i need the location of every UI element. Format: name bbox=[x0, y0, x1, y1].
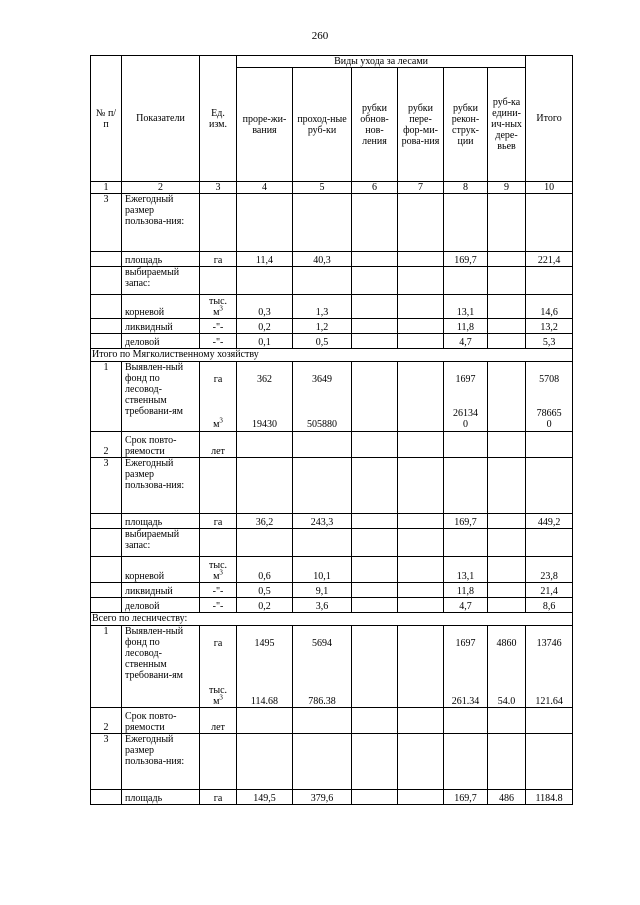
row-label: Срок повто-ряемости bbox=[122, 708, 200, 734]
value-cell: 169,7 bbox=[444, 514, 488, 529]
table-row bbox=[91, 362, 573, 432]
col-number: 10 bbox=[526, 182, 573, 194]
table-row bbox=[91, 252, 573, 267]
value-cell: 3,6 bbox=[293, 598, 352, 613]
value-cell: 11,8 bbox=[444, 319, 488, 334]
header-unit: Ед. изм. bbox=[200, 56, 237, 182]
table-row bbox=[91, 626, 573, 708]
value-line: 5694 bbox=[312, 638, 332, 649]
unit-superscript: 3 bbox=[219, 693, 223, 702]
unit-cell: лет bbox=[200, 432, 237, 458]
value-cell: 0,6 bbox=[237, 557, 293, 583]
unit-cell: лет bbox=[200, 708, 237, 734]
row-number: 2 bbox=[91, 708, 122, 734]
value-line: 19430 bbox=[252, 419, 277, 430]
unit-line: га bbox=[213, 374, 223, 385]
row-label: выбираемый запас: bbox=[122, 529, 200, 557]
value-cell: 1,3 bbox=[293, 295, 352, 319]
unit-superscript: 3 bbox=[219, 416, 223, 425]
value-line: 114.68 bbox=[250, 696, 279, 707]
value-cell: 11,8 bbox=[444, 583, 488, 598]
row-label: деловой bbox=[122, 334, 200, 349]
col-number: 6 bbox=[352, 182, 398, 194]
value-line: 3649 bbox=[312, 374, 332, 385]
section-title: Итого по Мягколиственному хозяйству bbox=[91, 349, 573, 362]
unit-cell bbox=[200, 362, 237, 432]
header-reconstruction-cutting: рубки рекон-струк-ции bbox=[444, 68, 488, 182]
row-label: площадь bbox=[122, 514, 200, 529]
table-row bbox=[91, 708, 573, 734]
table-row bbox=[91, 334, 573, 349]
unit-cell: га bbox=[200, 252, 237, 267]
unit-cell bbox=[200, 626, 237, 708]
header-row-top bbox=[91, 56, 573, 68]
row-label: площадь bbox=[122, 790, 200, 805]
value-cell bbox=[293, 626, 352, 708]
value-line: 121.64 bbox=[535, 696, 563, 707]
value-line: 1697 bbox=[455, 638, 476, 649]
value-cell: 13,2 bbox=[526, 319, 573, 334]
value-cell: 0,2 bbox=[237, 319, 293, 334]
value-cell: 9,1 bbox=[293, 583, 352, 598]
value-line: 362 bbox=[257, 374, 272, 385]
col-number: 8 bbox=[444, 182, 488, 194]
row-number: 1 bbox=[91, 362, 122, 432]
table-row bbox=[91, 514, 573, 529]
table-row bbox=[91, 598, 573, 613]
row-label: Выявлен-ный фонд по лесовод-ственным требовани-ям bbox=[122, 362, 200, 432]
value-cell bbox=[526, 626, 573, 708]
unit-text: м bbox=[213, 696, 220, 707]
value-line: 1697 bbox=[455, 374, 476, 385]
value-cell: 21,4 bbox=[526, 583, 573, 598]
value-cell: 379,6 bbox=[293, 790, 352, 805]
value-cell bbox=[444, 626, 488, 708]
value-cell: 1184.8 bbox=[526, 790, 573, 805]
table-row bbox=[91, 319, 573, 334]
header-single-tree-cutting: руб-ка едини-ич-ных дере-вьев bbox=[488, 68, 526, 182]
row-label: Ежегодный размер пользова-ния: bbox=[122, 194, 200, 252]
value-cell: 36,2 bbox=[237, 514, 293, 529]
unit-cell: -"- bbox=[200, 319, 237, 334]
value-cell: 13,1 bbox=[444, 295, 488, 319]
unit-cell: -"- bbox=[200, 598, 237, 613]
row-number: 1 bbox=[91, 626, 122, 708]
table-row bbox=[91, 432, 573, 458]
value-cell bbox=[488, 626, 526, 708]
value-line: 505880 bbox=[307, 419, 337, 430]
unit-cell: -"- bbox=[200, 334, 237, 349]
value-cell bbox=[293, 362, 352, 432]
value-line: 4860 bbox=[496, 638, 517, 649]
row-label: Выявлен-ный фонд по лесовод-ственным требовани-ям bbox=[122, 626, 200, 708]
unit-line: тыс. bbox=[208, 685, 228, 696]
unit-cell: га bbox=[200, 790, 237, 805]
row-label: корневой bbox=[122, 557, 200, 583]
value-cell bbox=[444, 362, 488, 432]
row-label: Срок повто-ряемости bbox=[122, 432, 200, 458]
section-header-row bbox=[91, 349, 573, 362]
value-line: 54.0 bbox=[497, 696, 516, 707]
row-number: 3 bbox=[91, 458, 122, 514]
value-cell bbox=[237, 362, 293, 432]
header-num: № п/п bbox=[91, 56, 122, 182]
page-number: 260 bbox=[311, 30, 329, 42]
unit-cell bbox=[200, 557, 237, 583]
header-thinning: проре-жи-вания bbox=[237, 68, 293, 182]
value-line: 5708 bbox=[539, 374, 560, 385]
unit-superscript: 3 bbox=[219, 304, 223, 313]
unit-text: м bbox=[213, 419, 220, 430]
table-row bbox=[91, 583, 573, 598]
value-cell: 4,7 bbox=[444, 598, 488, 613]
unit-line bbox=[203, 693, 233, 707]
col-number: 2 bbox=[122, 182, 200, 194]
header-reformation-cutting: рубки пере-фор-ми-рова-ния bbox=[398, 68, 444, 182]
col-number: 4 bbox=[237, 182, 293, 194]
table-row bbox=[91, 734, 573, 790]
table-row bbox=[91, 790, 573, 805]
header-care-types: Виды ухода за лесами bbox=[237, 56, 526, 68]
table-row bbox=[91, 295, 573, 319]
value-cell: 23,8 bbox=[526, 557, 573, 583]
value-cell: 40,3 bbox=[293, 252, 352, 267]
value-cell: 0,1 bbox=[237, 334, 293, 349]
unit-cell: га bbox=[200, 514, 237, 529]
value-line: 26134 0 bbox=[453, 408, 478, 430]
unit-cell bbox=[200, 295, 237, 319]
header-passage-cutting: проход-ные руб-ки bbox=[293, 68, 352, 182]
value-cell: 1,2 bbox=[293, 319, 352, 334]
unit-line bbox=[203, 416, 233, 430]
value-cell bbox=[237, 626, 293, 708]
row-number: 3 bbox=[91, 734, 122, 790]
header-total: Итого bbox=[526, 56, 573, 182]
value-line: 78665 0 bbox=[536, 408, 562, 430]
unit-line: га bbox=[213, 638, 223, 649]
table-row bbox=[91, 458, 573, 514]
header-renewal-cutting: рубки обнов-нов-ления bbox=[352, 68, 398, 182]
col-number: 1 bbox=[91, 182, 122, 194]
value-cell: 0,5 bbox=[237, 583, 293, 598]
value-cell: 0,2 bbox=[237, 598, 293, 613]
unit-line: м bbox=[213, 307, 220, 318]
row-label: ликвидный bbox=[122, 583, 200, 598]
row-label: ликвидный bbox=[122, 319, 200, 334]
col-number: 3 bbox=[200, 182, 237, 194]
value-cell: 10,1 bbox=[293, 557, 352, 583]
table-row bbox=[91, 529, 573, 557]
col-number: 7 bbox=[398, 182, 444, 194]
unit-line: тыс. bbox=[208, 296, 228, 307]
table-row bbox=[91, 557, 573, 583]
value-cell: 4,7 bbox=[444, 334, 488, 349]
unit-superscript: 3 bbox=[219, 568, 223, 577]
row-number: 2 bbox=[91, 432, 122, 458]
value-cell: 13,1 bbox=[444, 557, 488, 583]
value-cell: 0,5 bbox=[293, 334, 352, 349]
unit-line: м bbox=[213, 571, 220, 582]
row-label: Ежегодный размер пользова-ния: bbox=[122, 734, 200, 790]
value-cell bbox=[526, 362, 573, 432]
col-number: 9 bbox=[488, 182, 526, 194]
value-cell: 449,2 bbox=[526, 514, 573, 529]
row-label: деловой bbox=[122, 598, 200, 613]
value-cell: 0,3 bbox=[237, 295, 293, 319]
row-label: выбираемый запас: bbox=[122, 267, 200, 295]
value-line: 13746 bbox=[536, 638, 562, 649]
column-numbers-row bbox=[91, 182, 573, 194]
value-cell: 169,7 bbox=[444, 790, 488, 805]
unit-line: тыс. bbox=[208, 560, 228, 571]
value-cell: 8,6 bbox=[526, 598, 573, 613]
value-cell: 221,4 bbox=[526, 252, 573, 267]
section-header-row bbox=[91, 613, 573, 626]
row-number: 3 bbox=[91, 194, 122, 252]
table-row bbox=[91, 267, 573, 295]
table-row bbox=[91, 194, 573, 252]
value-cell: 149,5 bbox=[237, 790, 293, 805]
col-number: 5 bbox=[293, 182, 352, 194]
value-cell: 5,3 bbox=[526, 334, 573, 349]
header-indicators: Показатели bbox=[122, 56, 200, 182]
forest-care-table bbox=[90, 55, 573, 805]
value-cell: 169,7 bbox=[444, 252, 488, 267]
unit-cell: -"- bbox=[200, 583, 237, 598]
value-line: 1495 bbox=[254, 638, 275, 649]
value-line: 261.34 bbox=[451, 696, 480, 707]
value-cell: 243,3 bbox=[293, 514, 352, 529]
row-label: корневой bbox=[122, 295, 200, 319]
value-cell: 486 bbox=[488, 790, 526, 805]
row-label: Ежегодный размер пользова-ния: bbox=[122, 458, 200, 514]
value-cell: 14,6 bbox=[526, 295, 573, 319]
row-label: площадь bbox=[122, 252, 200, 267]
value-cell: 11,4 bbox=[237, 252, 293, 267]
value-line: 786.38 bbox=[308, 696, 336, 707]
section-title: Всего по лесничеству: bbox=[91, 613, 573, 626]
